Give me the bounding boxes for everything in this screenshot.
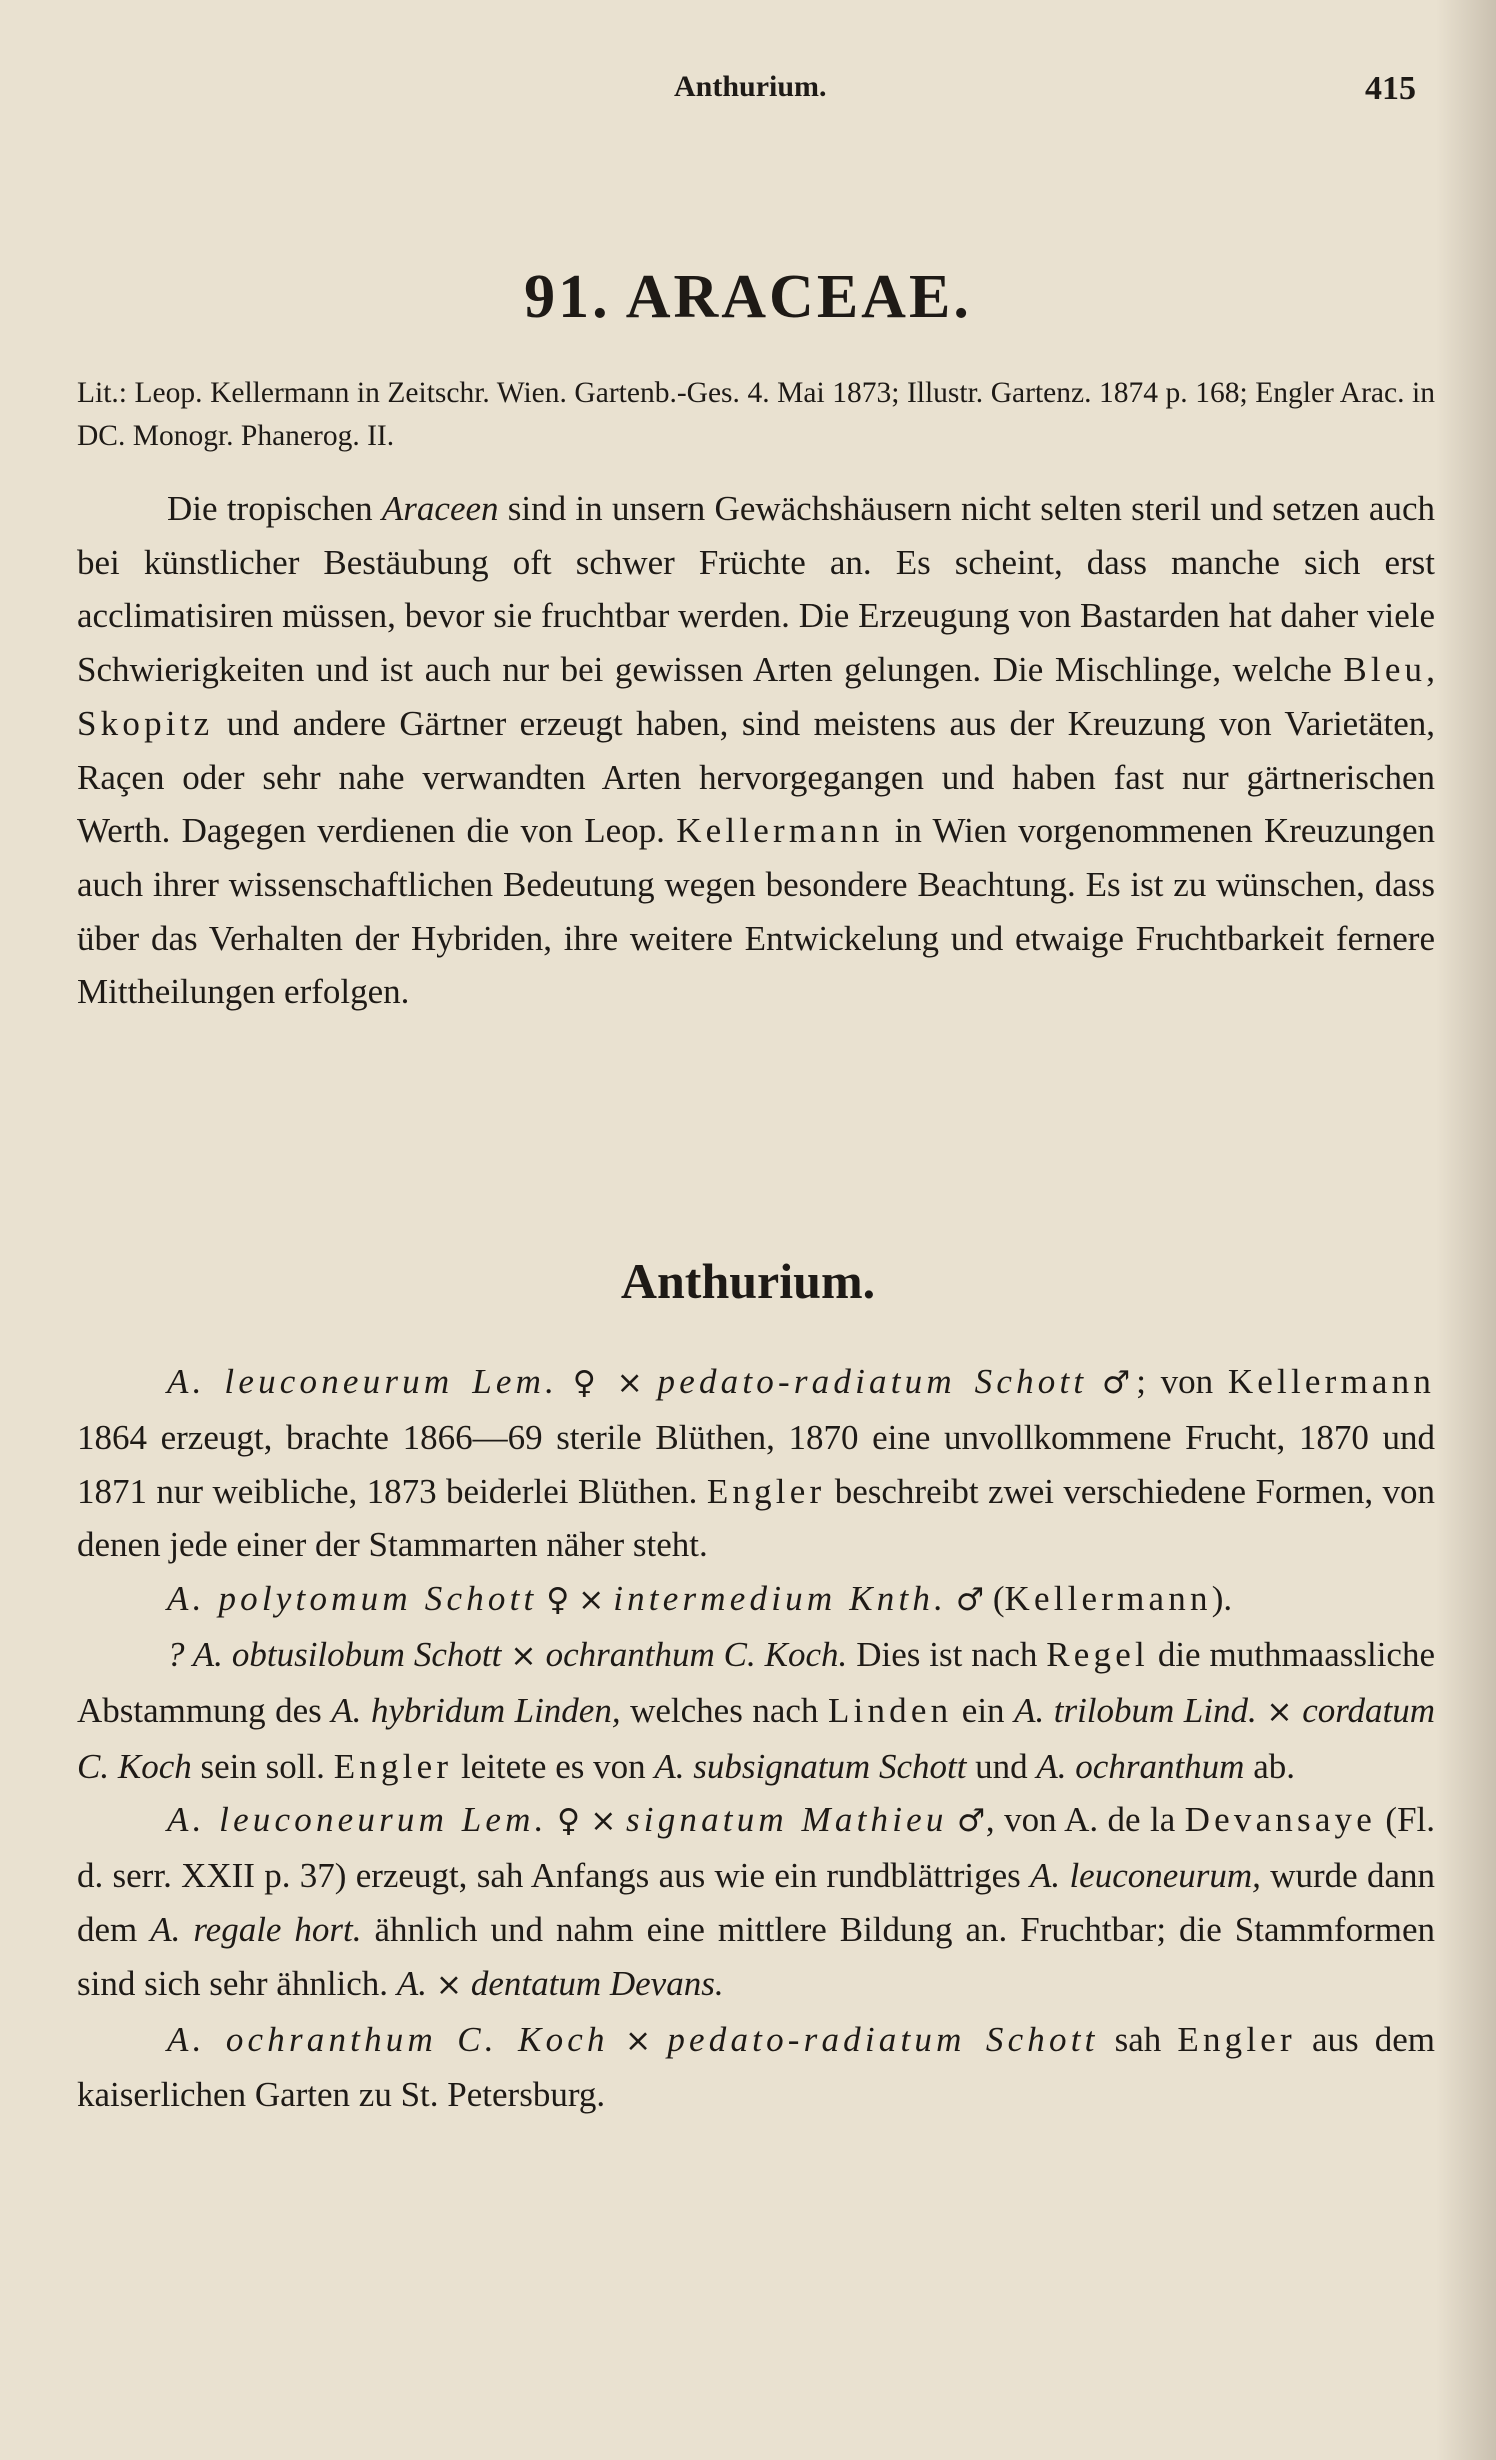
hybrid-entry: A. leuconeurum Lem. ♀ × pedato-radiatum Schott ♂; von Kellermann 1864 erzeugt, brachte 1866—69 sterile Blüthen, 1870 eine unvollkommene Frucht, 1870 und 1871 nur weibliche, 1873 beiderlei Blüthen. Engler beschreibt zwei verschiedene Formen, von denen jede einer der Stammarten näher steht.: [77, 1362, 1436, 1565]
person-name: Engler: [1177, 2019, 1296, 2059]
page-edge-shadow: [1436, 0, 1496, 2460]
person-name: Kellermann: [1004, 1579, 1212, 1619]
hybrid-entry: A. ochranthum C. Koch × pedato-radiatum Schott sah Engler aus dem kaiserlichen Garten zu St. Petersburg.: [77, 2019, 1435, 2115]
cross-symbol: ×: [590, 1803, 617, 1840]
person-name: Kellermann: [1227, 1362, 1436, 1401]
female-symbol: ♀: [546, 1582, 570, 1619]
hybrid-entries: [77, 1355, 1435, 2122]
family-heading: 91. ARACEAE.: [524, 263, 972, 331]
female-symbol: ♀: [572, 1365, 602, 1401]
female-symbol: ♀: [556, 1803, 581, 1840]
literature-reference: [77, 372, 1435, 458]
cross-symbol: ×: [578, 1582, 605, 1619]
person-name: Kellermann: [676, 811, 884, 851]
person-name: Regel: [1046, 1634, 1149, 1674]
intro-text: Die tropischen Araceen sind in unsern Gewächshäusern nicht selten steril und setzen auch bei künstlicher Bestäubung oft schwer Früchte an. Es scheint, dass manche sich erst acclimatisiren müssen, bevor sie fruchtbar werden. Die Erzeugung von Bastarden hat daher viele Schwierigkeiten und ist auch nur bei gewissen Arten gelungen. Die Mischlinge, welche Bleu, Skopitz und andere Gärtner erzeugt haben, sind meistens aus der Kreuzung von Varietäten, Raçen oder sehr nahe verwandten Arten hervorgegangen und haben fast nur gärtnerischen Werth. Dagegen verdienen die von Leop. Kellermann in Wien vorgenommenen Kreuzungen auch ihrer wissenschaftlichen Bedeutung wegen besondere Beachtung. Es ist zu wünschen, dass über das Verhalten der Hybriden, ihre weitere Entwickelung und etwaige Fruchtbarkeit fernere Mittheilungen erfolgen.: [77, 489, 1436, 1012]
male-symbol: ♂: [1102, 1365, 1137, 1401]
running-head: [0, 70, 1496, 120]
male-symbol: ♂: [956, 1803, 986, 1840]
literature-text: Lit.: Leop. Kellermann in Zeitschr. Wien. Gartenb.-Ges. 4. Mai 1873; Illustr. Gartenz. 1874 p. 168; Engler Arac. in DC. Monogr. Phanerog. II.: [77, 377, 1435, 452]
person-name: Engler: [706, 1471, 826, 1511]
person-name: Bleu: [1343, 650, 1427, 690]
person-name: Engler: [333, 1746, 453, 1786]
cross-symbol: ×: [616, 1365, 643, 1401]
hybrid-entry: A. leuconeurum Lem. ♀ × signatum Mathieu ♂, von A. de la Devansaye (Fl. d. serr. XXII p. 37) erzeugt, sah Anfangs aus wie ein rundblättriges A. leuconeurum, wurde dann dem A. regale hort. ähnlich und nahm eine mittlere Bildung an. Fruchtbar; die Stammformen sind sich sehr ähnlich. A. × dentatum Devans.: [77, 1800, 1436, 2003]
genus-heading: Anthurium.: [620, 1253, 876, 1309]
person-name: Linden: [827, 1690, 953, 1730]
cross-symbol: ×: [435, 1966, 463, 2003]
male-symbol: ♂: [955, 1582, 985, 1619]
person-name: Devansaye: [1184, 1800, 1376, 1840]
hybrid-entry: ? A. obtusilobum Schott × ochranthum C. Koch. Dies ist nach Regel die muthmaassliche Abstammung des A. hybridum Linden, welches nach Linden ein A. trilobum Lind. × cordatum C. Koch sein soll. Engler leitete es von A. subsignatum Schott und A. ochranthum ab.: [77, 1634, 1436, 1786]
cross-symbol: ×: [510, 1637, 537, 1674]
page-number: 415: [1365, 70, 1416, 107]
hybrid-entry: A. polytomum Schott ♀ × intermedium Knth. ♂ (Kellermann).: [167, 1579, 1233, 1619]
running-title: Anthurium.: [674, 70, 827, 103]
intro-paragraph: [77, 482, 1435, 1019]
cross-symbol: ×: [624, 2022, 652, 2059]
person-name: Skopitz: [77, 703, 214, 743]
cross-symbol: ×: [1266, 1693, 1293, 1730]
